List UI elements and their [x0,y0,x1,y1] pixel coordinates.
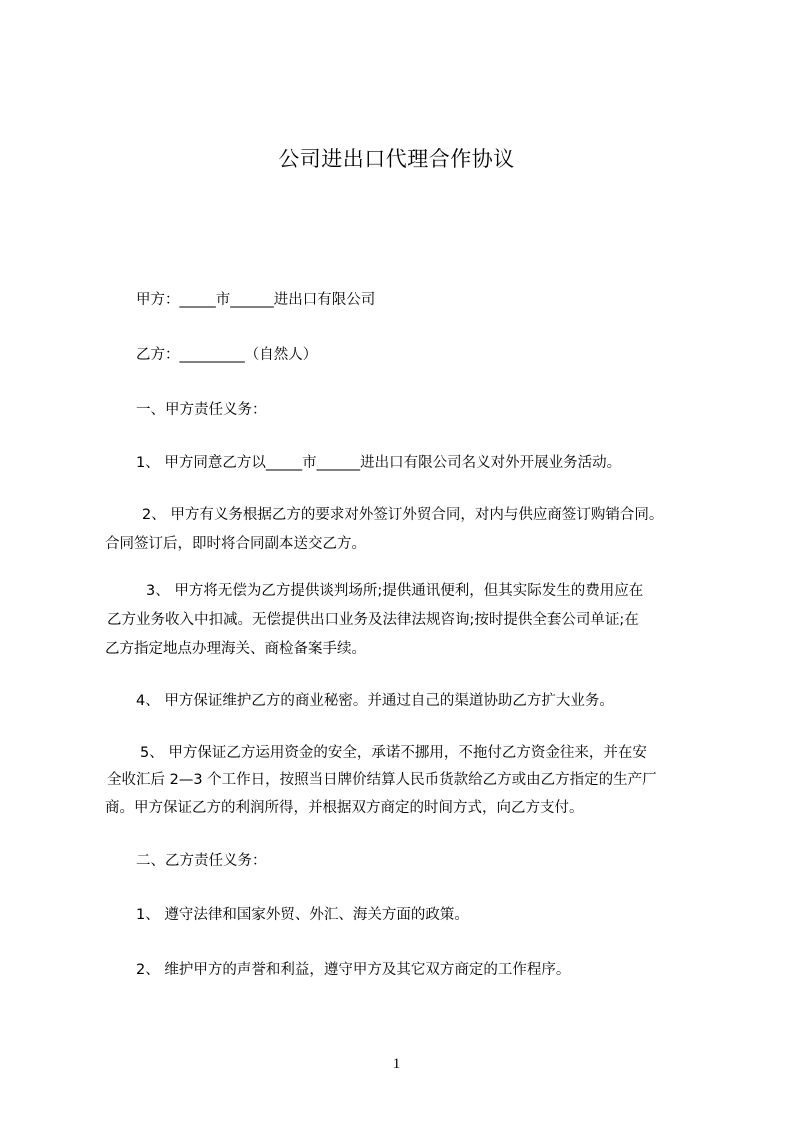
section-1-item-3-line-1: 3、 甲方将无偿为乙方提供谈判场所;提供通讯便利，但其实际发生的费用应在 [146,583,644,599]
section-1-item-3-line-3: 乙方指定地点办理海关、商检备案手续。 [105,641,366,657]
section-1-item-4: 4、 甲方保证维护乙方的商业秘密。并通过自己的渠道协助乙方扩大业务。 [136,693,614,709]
section-2-heading: 二、乙方责任义务： [136,853,267,869]
section-1-item-5-line-1: 5、 甲方保证乙方运用资金的安全，承诺不挪用，不拖付乙方资金往来，并在安 [140,745,647,761]
section-1-item-2-line-2: 合同签订后，即时将合同副本送交乙方。 [105,536,366,552]
party-b-line: 乙方：_________（自然人） [136,347,318,363]
section-1-heading: 一、甲方责任义务： [136,402,267,418]
section-1-item-5-line-3: 商。甲方保证乙方的利润所得，并根据双方商定的时间方式，向乙方支付。 [105,800,584,816]
section-1-item-1: 1、 甲方同意乙方以_____市______进出口有限公司名义对外开展业务活动。 [136,455,622,471]
party-a-line: 甲方：_____市______进出口有限公司 [136,292,376,308]
section-2-item-2: 2、 维护甲方的声誉和利益，遵守甲方及其它双方商定的工作程序。 [136,962,571,978]
section-1-item-3-line-2: 乙方业务收入中扣减。无偿提供出口业务及法律法规咨询;按时提供全套公司单证;在 [107,612,639,628]
page-number: 1 [392,1056,401,1072]
document-title: 公司进出口代理合作协议 [278,147,515,171]
section-1-item-2-line-1: 2、 甲方有义务根据乙方的要求对外签订外贸合同，对内与供应商签订购销合同。 [142,507,664,523]
section-2-item-1: 1、 遵守法律和国家外贸、外汇、海关方面的政策。 [136,907,469,923]
section-1-item-5-line-2: 全收汇后 2—3 个工作日，按照当日牌价结算人民币货款给乙方或由乙方指定的生产厂 [107,772,657,788]
